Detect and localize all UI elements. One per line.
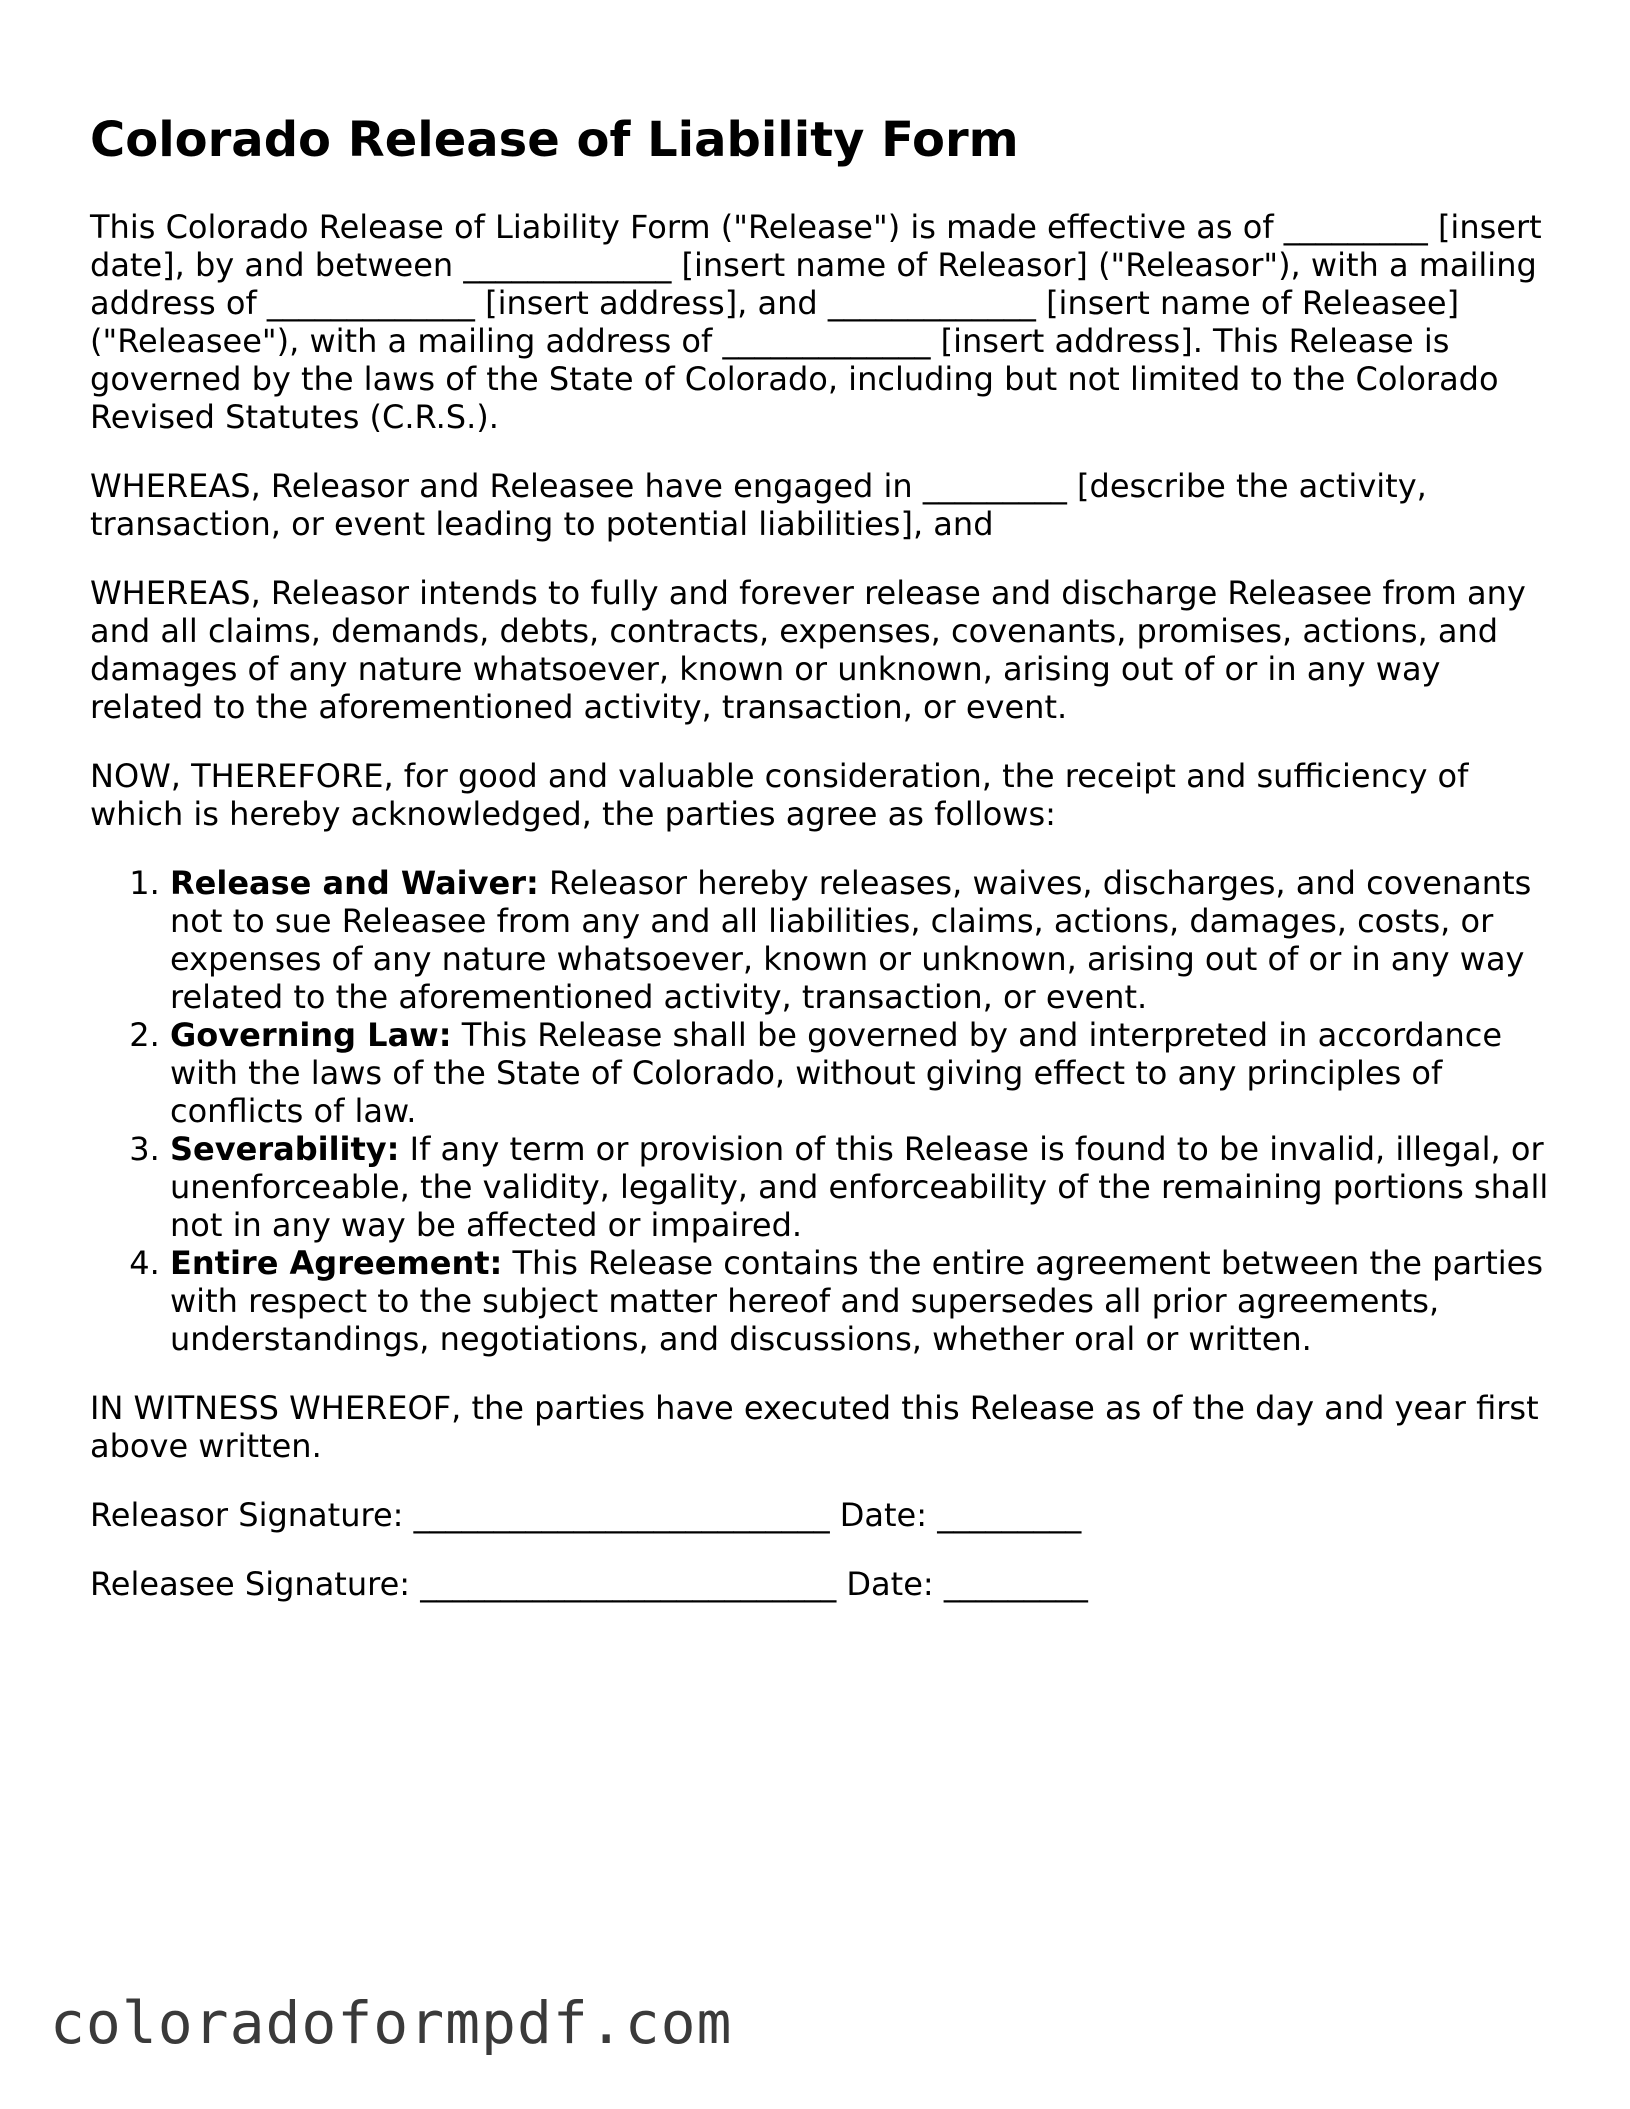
- whereas-paragraph-1: WHEREAS, Releasor and Releasee have engaged in _________ [describe the activity, transaction, or event leading to potential liabilities], and: [90, 467, 1427, 543]
- term-heading: Entire Agreement:: [170, 1244, 503, 1282]
- term-text: If any term or provision of this Release is found to be invalid, illegal, or unenforceable, the validity, legality, and enforceability of the remaining portions shall not in any way be affected or impaired.: [170, 1130, 1549, 1244]
- terms-list: [90, 864, 1550, 1358]
- term-governing-law: [170, 1016, 1550, 1130]
- term-severability: [170, 1130, 1550, 1244]
- term-heading: Severability:: [170, 1130, 400, 1168]
- term-text: Releasor hereby releases, waives, discharges, and covenants not to sue Releasee from any and all liabilities, claims, actions, damages, costs, or expenses of any nature whatsoever, known or unknown, arising out of or in any way related to the aforementioned activity, transaction, or event.: [170, 864, 1532, 1016]
- releasee-signature-line: Releasee Signature: __________________________ Date: _________: [90, 1565, 1088, 1603]
- document-title: Colorado Release of Liability Form: [90, 112, 1019, 168]
- whereas-paragraph-2: WHEREAS, Releasor intends to fully and forever release and discharge Releasee from any and all claims, demands, debts, contracts, expenses, covenants, promises, actions, and damages of any nature whatsoever, known or unknown, arising out of or in any way related to the aforementioned activity, transaction, or event.: [90, 574, 1526, 726]
- now-therefore-paragraph: NOW, THEREFORE, for good and valuable consideration, the receipt and sufficiency of which is hereby acknowledged, the parties agree as follows:: [90, 757, 1469, 833]
- document-page: [90, 108, 1550, 1634]
- term-text: This Release shall be governed by and interpreted in accordance with the laws of the State of Colorado, without giving effect to any principles of conflicts of law.: [170, 1016, 1503, 1130]
- term-heading: Release and Waiver:: [170, 864, 539, 902]
- term-entire-agreement: [170, 1244, 1550, 1358]
- term-text: This Release contains the entire agreement between the parties with respect to the subject matter hereof and supersedes all prior agreements, understandings, negotiations, and discussions, whether oral or written.: [170, 1244, 1543, 1358]
- term-heading: Governing Law:: [170, 1016, 452, 1054]
- site-watermark: coloradoformpdf.com: [50, 1989, 733, 2057]
- releasor-signature-line: Releasor Signature: __________________________ Date: _________: [90, 1496, 1082, 1534]
- witness-paragraph: IN WITNESS WHEREOF, the parties have executed this Release as of the day and year first above written.: [90, 1389, 1539, 1465]
- intro-paragraph: This Colorado Release of Liability Form ("Release") is made effective as of _________ [insert date], by and between _____________ [insert name of Releasor] ("Releasor"), with a mailing address of _____________ [insert address], and _____________ [insert name of Releasee] ("Releasee"), with a mailing address of _____________ [insert address]. This Release is governed by the laws of the State of Colorado, including but not limited to the Colorado Revised Statutes (C.R.S.).: [90, 208, 1542, 436]
- term-release-and-waiver: [170, 864, 1550, 1016]
